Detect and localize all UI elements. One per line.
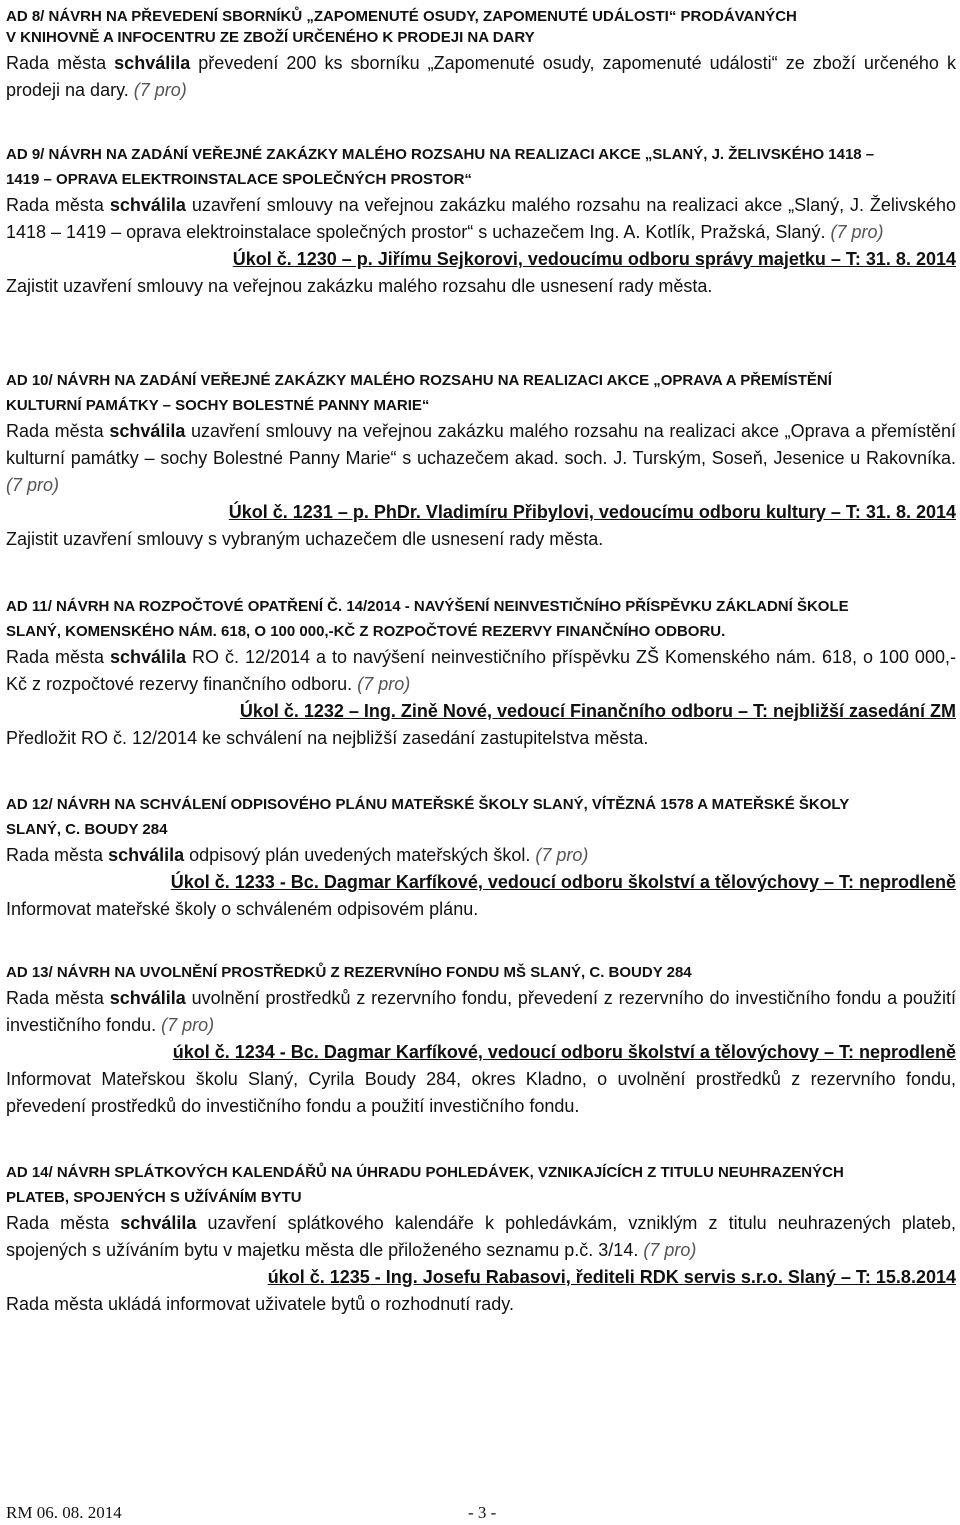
resolution-text: Rada města schválila převedení 200 ks sborníku „Zapomenuté osudy, zapomenuté události“ ze zboží určeného k prodeji na dary. (7 pro) [6, 53, 956, 100]
section-heading: AD 13/ NÁVRH NA UVOLNĚNÍ PROSTŘEDKŮ Z REZERVNÍHO FONDU MŠ SLANÝ, C. BOUDY 284 [6, 964, 692, 981]
task-assignment: Úkol č. 1231 – p. PhDr. Vladimíru Přibylovi, vedoucímu odboru kultury – T: 31. 8. 2014 [228, 502, 956, 522]
section-heading: AD 9/ NÁVRH NA ZADÁNÍ VEŘEJNÉ ZAKÁZKY MALÉHO ROZSAHU NA REALIZACI AKCE „SLANÝ, J. ŽELIVSKÉHO 1418 – [6, 146, 875, 163]
resolution-text: Rada města schválila uzavření splátkového kalendáře k pohledávkám, vzniklým z titulu neuhrazených plateb, spojených s užíváním bytu v majetku města dle přiloženého seznamu p.č. 3/14. (7 pro) [6, 1213, 956, 1260]
page-number: - 3 - [468, 1503, 497, 1522]
section-heading-line2: PLATEB, SPOJENÝCH S UŽÍVÁNÍM BYTU [6, 1189, 302, 1206]
section-heading-line2: KULTURNÍ PAMÁTKY – SOCHY BOLESTNÉ PANNY MARIE“ [6, 397, 430, 414]
resolution-text: Rada města schválila uzavření smlouvy na veřejnou zakázku malého rozsahu na realizaci akce „Oprava a přemístění kulturní památky – sochy Bolestné Panny Marie“ s uchazečem akad. soch. J. Turským, Soseň, Jesenice u Rakovníka. (7 pro) [6, 421, 956, 495]
vote-result: (7 pro) [830, 222, 884, 242]
section-heading: AD 12/ NÁVRH NA SCHVÁLENÍ ODPISOVÉHO PLÁNU MATEŘSKÉ ŠKOLY SLANÝ, VÍTĚZNÁ 1578 A MATEŘSKÉ ŠKOLY [6, 796, 850, 813]
task-assignment: Úkol č. 1232 – Ing. Zině Nové, vedoucí Finančního odboru – T: nejbližší zasedání ZM [239, 701, 956, 721]
vote-result: (7 pro) [357, 674, 411, 694]
section-heading: AD 11/ NÁVRH NA ROZPOČTOVÉ OPATŘENÍ Č. 14/2014 - NAVÝŠENÍ NEINVESTIČNÍHO PŘÍSPĚVKU ZÁKLADNÍ ŠKOLE [6, 598, 849, 615]
section-ad11 [6, 594, 956, 752]
section-ad12 [6, 792, 956, 923]
task-description: Informovat mateřské školy o schváleném odpisovém plánu. [6, 899, 479, 919]
vote-result: (7 pro) [6, 475, 60, 495]
vote-result: (7 pro) [161, 1015, 215, 1035]
section-heading-line2: 1419 – OPRAVA ELEKTROINSTALACE SPOLEČNÝCH PROSTOR“ [6, 171, 472, 188]
task-assignment: úkol č. 1235 - Ing. Josefu Rabasovi, řediteli RDK servis s.r.o. Slaný – T: 15.8.2014 [267, 1267, 956, 1287]
section-heading: AD 10/ NÁVRH NA ZADÁNÍ VEŘEJNÉ ZAKÁZKY MALÉHO ROZSAHU NA REALIZACI AKCE „OPRAVA A PŘEMÍSTĚNÍ [6, 372, 832, 389]
vote-result: (7 pro) [643, 1240, 697, 1260]
section-ad8 [6, 4, 956, 104]
resolution-text: Rada města schválila uvolnění prostředků z rezervního fondu, převedení z rezervního do investičního fondu a použití investičního fondu. (7 pro) [6, 988, 956, 1035]
section-heading-line2: V KNIHOVNĚ A INFOCENTRU ZE ZBOŽÍ URČENÉHO K PRODEJI NA DARY [6, 29, 535, 46]
resolution-text: Rada města schválila uzavření smlouvy na veřejnou zakázku malého rozsahu na realizaci akce „Slaný, J. Želivského 1418 – 1419 – oprava elektroinstalace společných prostor“ s uchazečem Ing. A. Kotlík, Pražská, Slaný. (7 pro) [6, 195, 956, 242]
section-ad10 [6, 368, 956, 553]
section-ad14 [6, 1160, 956, 1318]
task-description: Zajistit uzavření smlouvy s vybraným uchazečem dle usnesení rady města. [6, 529, 604, 549]
resolution-text: Rada města schválila odpisový plán uvedených mateřských škol. (7 pro) [6, 845, 589, 865]
vote-result: (7 pro) [133, 80, 187, 100]
section-heading-line2: SLANÝ, C. BOUDY 284 [6, 821, 168, 838]
vote-result: (7 pro) [535, 845, 589, 865]
section-ad9 [6, 142, 956, 300]
resolution-text: Rada města schválila RO č. 12/2014 a to navýšení neinvestičního příspěvku ZŠ Komenského nám. 618, o 100 000,- Kč z rozpočtové rezervy finančního odboru. (7 pro) [6, 647, 956, 694]
task-description: Zajistit uzavření smlouvy na veřejnou zakázku malého rozsahu dle usnesení rady města. [6, 276, 713, 296]
task-assignment: Úkol č. 1230 – p. Jiřímu Sejkorovi, vedoucímu odboru správy majetku – T: 31. 8. 2014 [232, 249, 956, 269]
section-heading-line2: SLANÝ, KOMENSKÉHO NÁM. 618, O 100 000,-KČ Z ROZPOČTOVÉ REZERVY FINANČNÍHO ODBORU. [6, 623, 726, 640]
footer-date: RM 06. 08. 2014 [6, 1503, 122, 1522]
task-assignment: úkol č. 1234 - Bc. Dagmar Karfíkové, vedoucí odboru školství a tělovýchovy – T: neprodleně [172, 1042, 956, 1062]
task-assignment: Úkol č. 1233 - Bc. Dagmar Karfíkové, vedoucí odboru školství a tělovýchovy – T: neprodleně [170, 872, 956, 892]
task-description: Předložit RO č. 12/2014 ke schválení na nejbližší zasedání zastupitelstva města. [6, 728, 649, 748]
task-description: Informovat Mateřskou školu Slaný, Cyrila Boudy 284, okres Kladno, o uvolnění prostředků z rezervního fondu, převedení prostředků do investičního fondu a použití investičního fondu. [6, 1069, 956, 1116]
section-heading: AD 14/ NÁVRH SPLÁTKOVÝCH KALENDÁŘŮ NA ÚHRADU POHLEDÁVEK, VZNIKAJÍCÍCH Z TITULU NEUHRAZENÝCH [6, 1164, 844, 1181]
section-ad13 [6, 960, 956, 1120]
section-heading: AD 8/ NÁVRH NA PŘEVEDENÍ SBORNÍKŮ „ZAPOMENUTÉ OSUDY, ZAPOMENUTÉ UDÁLOSTI“ PRODÁVANÝCH [6, 8, 797, 25]
task-description: Rada města ukládá informovat uživatele bytů o rozhodnutí rady. [6, 1294, 514, 1314]
